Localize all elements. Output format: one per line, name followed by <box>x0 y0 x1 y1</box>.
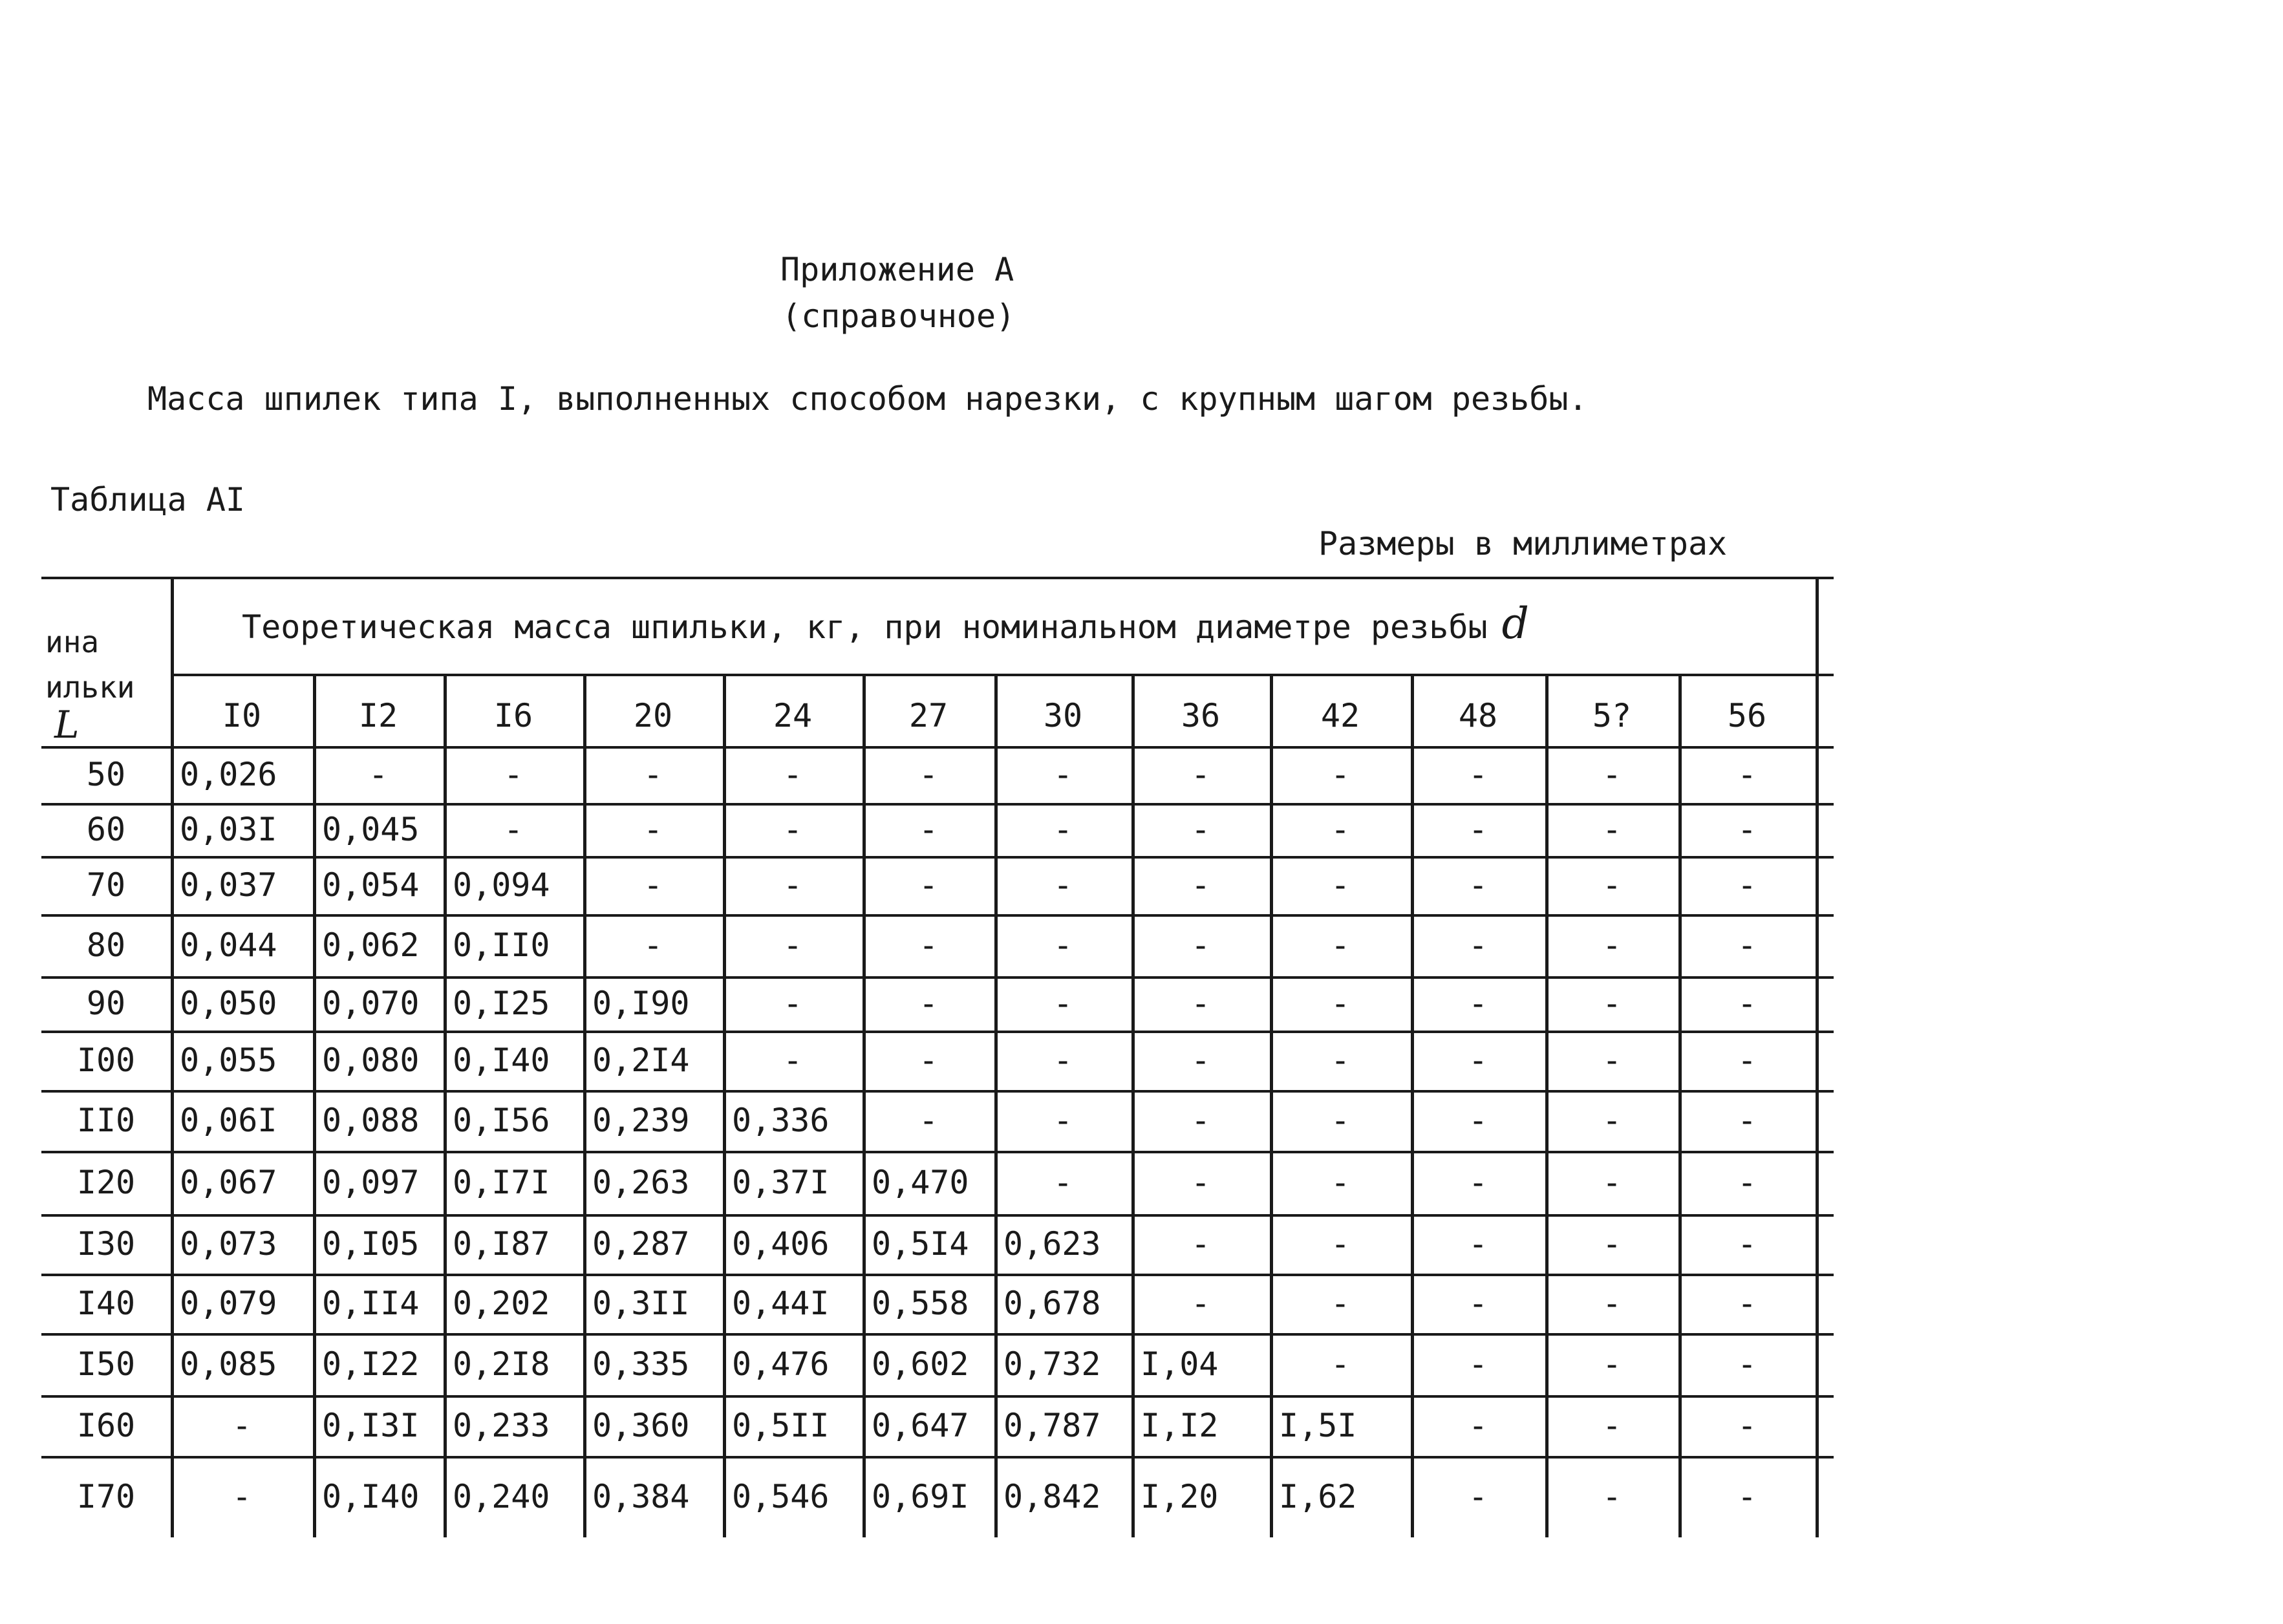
mass-cell: - <box>1602 1042 1622 1079</box>
mass-cell: 0,647 <box>872 1407 969 1444</box>
mass-cell: 0,085 <box>180 1345 277 1383</box>
mass-cell: I,20 <box>1141 1478 1219 1515</box>
mass-cell: - <box>1737 1225 1757 1263</box>
stud-length-cell: 90 <box>86 985 126 1022</box>
mass-cell: 0,050 <box>180 985 277 1022</box>
diameter-header: 36 <box>1181 697 1221 734</box>
mass-cell: - <box>1602 1164 1622 1201</box>
mass-cell: - <box>1468 926 1488 964</box>
mass-cell: - <box>1190 756 1211 793</box>
mass-cell: - <box>643 811 663 848</box>
mass-cell: 0,3II <box>592 1285 690 1322</box>
mass-cell: - <box>1190 811 1211 848</box>
mass-cell: - <box>918 926 939 964</box>
mass-cell: - <box>1330 1164 1351 1201</box>
mass-cell: 0,II0 <box>453 926 550 964</box>
mass-cell: 0,336 <box>732 1102 830 1139</box>
mass-cell: 0,I56 <box>453 1102 550 1139</box>
mass-cell: - <box>918 1042 939 1079</box>
stud-length-cell: I40 <box>76 1285 136 1322</box>
appendix-subtitle: (справочное) <box>782 297 1016 335</box>
mass-cell: 0,2I8 <box>453 1345 550 1383</box>
mass-cell: I,04 <box>1141 1345 1219 1383</box>
stud-length-cell: I50 <box>76 1345 136 1383</box>
mass-cell: 0,360 <box>592 1407 690 1444</box>
stud-length-cell: 70 <box>86 866 126 904</box>
mass-cell: 0,602 <box>872 1345 969 1383</box>
mass-cell: 0,2I4 <box>592 1042 690 1079</box>
mass-cell: 0,5II <box>732 1407 830 1444</box>
column-divider-line <box>994 674 998 1537</box>
column-group-header <box>242 599 1529 648</box>
mass-cell: - <box>1737 1345 1757 1383</box>
mass-cell: - <box>1468 1164 1488 1201</box>
mass-cell: 0,202 <box>453 1285 550 1322</box>
mass-cell: - <box>1468 866 1488 904</box>
mass-cell: - <box>1330 811 1351 848</box>
mass-cell: - <box>1330 926 1351 964</box>
mass-cell: - <box>1602 1345 1622 1383</box>
mass-cell: - <box>231 1478 252 1515</box>
stud-length-cell: 50 <box>86 756 126 793</box>
mass-cell: - <box>1737 756 1757 793</box>
mass-cell: 0,044 <box>180 926 277 964</box>
column-divider-line <box>723 674 726 1537</box>
mass-cell: - <box>1053 1102 1073 1139</box>
mass-cell: 0,239 <box>592 1102 690 1139</box>
table-top-border <box>41 577 1834 579</box>
diameter-header: 5? <box>1592 697 1632 734</box>
mass-cell: - <box>918 985 939 1022</box>
mass-cell: 0,476 <box>732 1345 830 1383</box>
mass-cell: - <box>1602 985 1622 1022</box>
mass-cell: - <box>1468 1042 1488 1079</box>
mass-cell: 0,787 <box>1003 1407 1101 1444</box>
diameter-header: I0 <box>222 697 262 734</box>
mass-cell: - <box>1468 1345 1488 1383</box>
column-divider-line <box>444 674 447 1537</box>
mass-cell: 0,097 <box>322 1164 420 1201</box>
row-divider-line <box>41 1333 1834 1336</box>
mass-cell: - <box>1737 1407 1757 1444</box>
mass-cell: - <box>1190 866 1211 904</box>
mass-cell: 0,623 <box>1003 1225 1101 1263</box>
mass-cell: 0,842 <box>1003 1478 1101 1515</box>
mass-cell: - <box>1737 1164 1757 1201</box>
column-divider-line <box>863 674 866 1537</box>
mass-cell: - <box>1330 1225 1351 1263</box>
column-divider-line <box>1545 674 1549 1537</box>
mass-cell: - <box>1190 1285 1211 1322</box>
stud-length-cell: I20 <box>76 1164 136 1201</box>
mass-cell: - <box>1468 1225 1488 1263</box>
row-divider-line <box>41 1031 1834 1033</box>
column-divider-line <box>1270 674 1273 1537</box>
mass-cell: - <box>782 756 803 793</box>
mass-cell: 0,I87 <box>453 1225 550 1263</box>
mass-cell: I,62 <box>1279 1478 1357 1515</box>
mass-cell: - <box>1468 1407 1488 1444</box>
mass-cell: - <box>1190 985 1211 1022</box>
diameter-header: 48 <box>1458 697 1498 734</box>
mass-cell: - <box>782 985 803 1022</box>
mass-cell: - <box>1190 926 1211 964</box>
stud-length-cell: 80 <box>86 926 126 964</box>
mass-cell: - <box>1737 926 1757 964</box>
mass-cell: 0,470 <box>872 1164 969 1201</box>
mass-cell: 0,I3I <box>322 1407 420 1444</box>
mass-cell: 0,384 <box>592 1478 690 1515</box>
mass-cell: 0,I22 <box>322 1345 420 1383</box>
mass-cell: - <box>1330 866 1351 904</box>
diameter-header: 27 <box>908 697 949 734</box>
mass-cell: - <box>918 811 939 848</box>
row-header-symbol: L <box>54 703 80 747</box>
mass-cell: - <box>1602 926 1622 964</box>
mass-cell: - <box>1602 1478 1622 1515</box>
mass-cell: - <box>643 756 663 793</box>
mass-cell: - <box>1468 1102 1488 1139</box>
mass-cell: - <box>1468 985 1488 1022</box>
mass-cell: - <box>1468 1285 1488 1322</box>
mass-cell: 0,II4 <box>322 1285 420 1322</box>
mass-cell: 0,079 <box>180 1285 277 1322</box>
mass-cell: - <box>1053 866 1073 904</box>
mass-cell: I,I2 <box>1141 1407 1219 1444</box>
stud-length-cell: I70 <box>76 1478 136 1515</box>
stud-length-cell: 60 <box>86 811 126 848</box>
mass-cell: - <box>1737 1042 1757 1079</box>
mass-cell: 0,263 <box>592 1164 690 1201</box>
mass-cell: - <box>1468 811 1488 848</box>
mass-cell: - <box>1602 1102 1622 1139</box>
mass-cell: - <box>503 756 524 793</box>
diameter-header: 30 <box>1043 697 1083 734</box>
row-divider-line <box>41 856 1834 859</box>
diameter-header: 56 <box>1727 697 1767 734</box>
units-note: Размеры в миллиметрах <box>1318 525 1728 562</box>
mass-cell: 0,06I <box>180 1102 277 1139</box>
row-divider-line <box>41 1456 1834 1458</box>
diameter-header: 24 <box>773 697 813 734</box>
mass-cell: - <box>1053 1042 1073 1079</box>
column-divider-line <box>1411 674 1414 1537</box>
mass-cell: 0,I25 <box>453 985 550 1022</box>
mass-cell: - <box>918 1102 939 1139</box>
mass-cell: 0,067 <box>180 1164 277 1201</box>
row-divider-line <box>41 1214 1834 1217</box>
mass-cell: - <box>1330 1345 1351 1383</box>
column-divider-line <box>1131 674 1135 1537</box>
mass-cell: - <box>918 756 939 793</box>
mass-cell: - <box>1737 985 1757 1022</box>
mass-cell: 0,546 <box>732 1478 830 1515</box>
mass-cell: - <box>1190 1042 1211 1079</box>
mass-cell: - <box>643 926 663 964</box>
mass-cell: 0,233 <box>453 1407 550 1444</box>
mass-cell: - <box>1190 1225 1211 1263</box>
mass-cell: 0,03I <box>180 811 277 848</box>
mass-cell: - <box>1053 985 1073 1022</box>
mass-cell: - <box>782 811 803 848</box>
mass-cell: - <box>1330 1102 1351 1139</box>
column-divider-line <box>583 674 586 1537</box>
row-divider-line <box>41 1395 1834 1398</box>
row-divider-line <box>41 1274 1834 1276</box>
stud-length-cell: II0 <box>76 1102 136 1139</box>
mass-cell: - <box>1737 1285 1757 1322</box>
mass-cell: 0,I90 <box>592 985 690 1022</box>
appendix-title: Приложение А <box>780 251 1014 288</box>
mass-cell: 0,I40 <box>453 1042 550 1079</box>
mass-cell: - <box>1053 1164 1073 1201</box>
mass-cell: - <box>1053 926 1073 964</box>
column-divider-line <box>1678 674 1682 1537</box>
mass-cell: 0,732 <box>1003 1345 1101 1383</box>
mass-cell: 0,073 <box>180 1225 277 1263</box>
stud-mass-table <box>41 577 1834 1537</box>
mass-cell: - <box>782 926 803 964</box>
table-right-border <box>1816 577 1819 1537</box>
column-group-header-text: Теоретическая масса шпильки, кг, при номинальном диаметре резьбы <box>242 608 1488 646</box>
mass-cell: - <box>1330 1285 1351 1322</box>
column-divider-line <box>171 577 174 1537</box>
mass-cell: 0,055 <box>180 1042 277 1079</box>
mass-cell: 0,69I <box>872 1478 969 1515</box>
mass-cell: 0,088 <box>322 1102 420 1139</box>
diameter-header: 20 <box>633 697 673 734</box>
mass-cell: 0,335 <box>592 1345 690 1383</box>
row-header-line1: ина <box>45 625 100 659</box>
row-divider-line <box>41 976 1834 979</box>
diameter-header: 42 <box>1320 697 1360 734</box>
row-divider-line <box>41 1151 1834 1153</box>
mass-cell: - <box>1737 1478 1757 1515</box>
mass-cell: - <box>1053 811 1073 848</box>
mass-cell: - <box>1053 756 1073 793</box>
row-divider-line <box>41 914 1834 917</box>
mass-cell: 0,37I <box>732 1164 830 1201</box>
mass-cell: 0,I05 <box>322 1225 420 1263</box>
mass-cell: 0,062 <box>322 926 420 964</box>
mass-cell: 0,070 <box>322 985 420 1022</box>
stud-length-cell: I00 <box>76 1042 136 1079</box>
mass-cell: - <box>231 1407 252 1444</box>
stud-length-cell: I30 <box>76 1225 136 1263</box>
column-divider-line <box>313 674 316 1537</box>
mass-cell: 0,5I4 <box>872 1225 969 1263</box>
mass-cell: - <box>368 756 389 793</box>
mass-cell: 0,094 <box>453 866 550 904</box>
mass-cell: - <box>918 866 939 904</box>
mass-cell: - <box>1468 1478 1488 1515</box>
mass-cell: - <box>1190 1102 1211 1139</box>
mass-cell: 0,026 <box>180 756 277 793</box>
row-divider-line <box>41 746 1834 749</box>
mass-cell: - <box>1737 1102 1757 1139</box>
mass-cell: - <box>1602 1407 1622 1444</box>
mass-cell: 0,I7I <box>453 1164 550 1201</box>
mass-cell: 0,406 <box>732 1225 830 1263</box>
mass-cell: - <box>1602 866 1622 904</box>
mass-cell: 0,054 <box>322 866 420 904</box>
mass-cell: 0,678 <box>1003 1285 1101 1322</box>
mass-cell: - <box>503 811 524 848</box>
table-caption: Масса шпилек типа I, выполненных способом нарезки, с крупным шагом резьбы. <box>147 380 1588 418</box>
mass-cell: 0,558 <box>872 1285 969 1322</box>
mass-cell: - <box>643 866 663 904</box>
mass-cell: - <box>1737 866 1757 904</box>
mass-cell: 0,287 <box>592 1225 690 1263</box>
mass-cell: 0,080 <box>322 1042 420 1079</box>
diameter-header: I2 <box>358 697 398 734</box>
mass-cell: - <box>1330 1042 1351 1079</box>
header-divider-line <box>171 674 1834 676</box>
mass-cell: - <box>1468 756 1488 793</box>
mass-cell: 0,037 <box>180 866 277 904</box>
mass-cell: - <box>1602 811 1622 848</box>
row-divider-line <box>41 803 1834 806</box>
mass-cell: - <box>1190 1164 1211 1201</box>
mass-cell: 0,045 <box>322 811 420 848</box>
mass-cell: 0,I40 <box>322 1478 420 1515</box>
mass-cell: - <box>782 866 803 904</box>
diameter-symbol: d <box>1501 599 1529 648</box>
mass-cell: 0,240 <box>453 1478 550 1515</box>
mass-cell: - <box>1330 985 1351 1022</box>
diameter-header: I6 <box>493 697 533 734</box>
mass-cell: - <box>1602 756 1622 793</box>
stud-length-cell: I60 <box>76 1407 136 1444</box>
mass-cell: - <box>1602 1225 1622 1263</box>
mass-cell: - <box>1737 811 1757 848</box>
mass-cell: - <box>1602 1285 1622 1322</box>
row-header-line2: ильки <box>45 670 135 705</box>
row-divider-line <box>41 1090 1834 1093</box>
mass-cell: I,5I <box>1279 1407 1357 1444</box>
mass-cell: 0,44I <box>732 1285 830 1322</box>
mass-cell: - <box>1330 756 1351 793</box>
mass-cell: - <box>782 1042 803 1079</box>
table-number-label: Таблица АI <box>50 481 246 518</box>
